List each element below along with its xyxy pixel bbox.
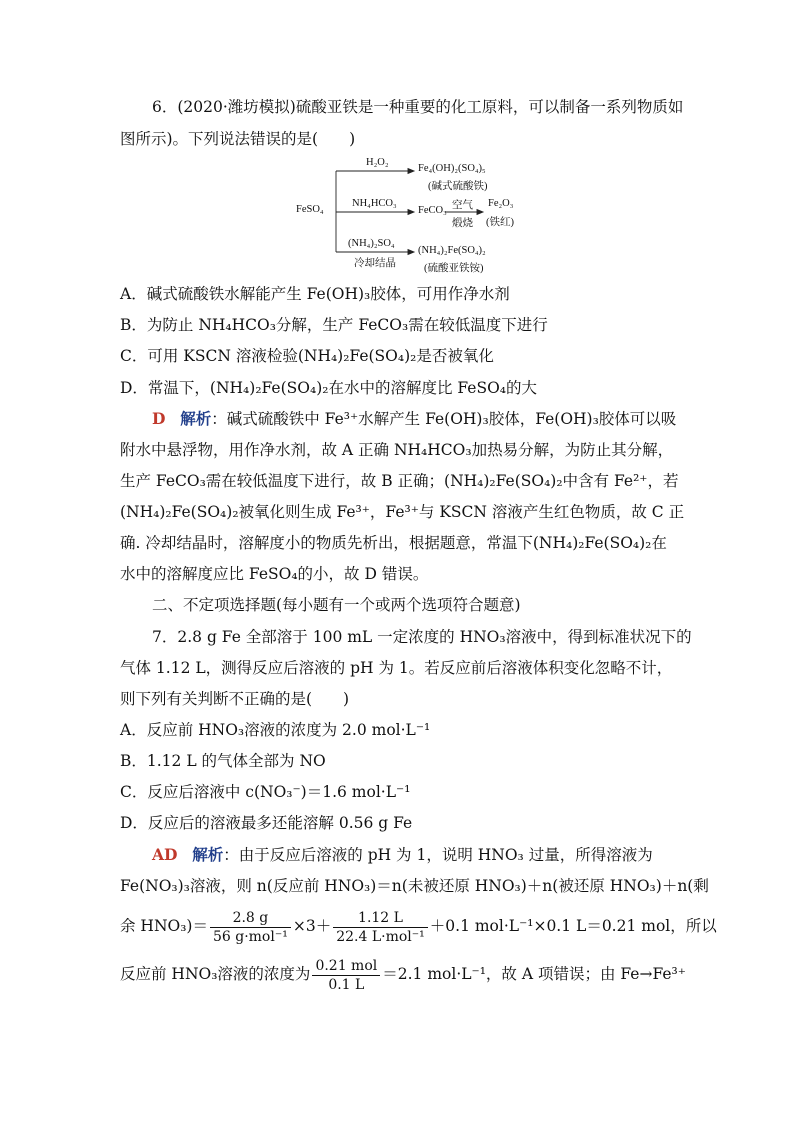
q7-a3-suffix: ＋0.1 mol·L⁻¹×0.1 L＝0.21 mol，所以 <box>429 917 717 935</box>
diagram-basic-ferric-sulfate: Fe₄(OH)₂(SO₄)₅ <box>418 163 486 174</box>
diagram-h2o2-label: H₂O₂ <box>366 157 389 168</box>
fraction-conc-numerator: 0.21 mol <box>312 957 380 976</box>
q7-analysis-label: 解析 <box>192 845 224 864</box>
q6-option-d: D．常温下，(NH₄)₂Fe(SO₄)₂在水中的溶解度比 FeSO₄的大 <box>120 379 538 397</box>
q7-analysis-line3 <box>120 904 717 948</box>
q6-analysis-line3: 生产 FeCO₃需在较低温度下进行，故 B 正确；(NH₄)₂Fe(SO₄)₂中含有 Fe²⁺，若 <box>120 472 679 490</box>
q7-a4-prefix: 反应前 HNO₃溶液的浓度为 <box>120 965 311 983</box>
fraction-fe-numerator: 2.8 g <box>210 909 291 928</box>
q6-analysis-label: 解析 <box>180 409 212 428</box>
fraction-gas-numerator: 1.12 L <box>333 909 428 928</box>
section-heading: 二、不定项选择题(每小题有一个或两个选项符合题意) <box>152 596 521 614</box>
fraction-gas-denominator: 22.4 L·mol⁻¹ <box>336 928 425 945</box>
q6-analysis-line2: 附水中悬浮物，用作净水剂，故 A 正确 NH₄HCO₃加热易分解，为防止其分解， <box>120 441 674 459</box>
q7-option-d: D．反应后的溶液最多还能溶解 0.56 g Fe <box>120 814 413 832</box>
q7-option-a: A．反应前 HNO₃溶液的浓度为 2.0 mol·L⁻¹ <box>120 721 431 739</box>
q6-option-b: B．为防止 NH₄HCO₃分解，生产 FeCO₃需在较低温度下进行 <box>120 316 548 334</box>
diagram-start-feso4: FeSO₄ <box>296 204 324 215</box>
diagram-fe2o3: Fe₂O₃ <box>488 198 514 209</box>
fraction-gas-moles <box>333 909 428 946</box>
q6-analysis-text1: ：碱式硫酸铁中 Fe³⁺水解产生 Fe(OH)₃胶体，Fe(OH)₃胶体可以吸 <box>211 410 677 428</box>
q7-analysis-text1: ：由于反应后溶液的 pH 为 1，说明 HNO₃ 过量，所得溶液为 <box>223 846 653 864</box>
diagram-ammonium-ferrous-sulfate-note: (硫酸亚铁铵) <box>424 263 484 274</box>
q6-option-c: C．可用 KSCN 溶液检验(NH₄)₂Fe(SO₄)₂是否被氧化 <box>120 347 494 365</box>
q7-a3-times3: ×3＋ <box>292 917 332 935</box>
q7-answer: AD <box>152 845 178 864</box>
q7-stem-line3: 则下列有关判断不正确的是( ) <box>120 690 350 708</box>
q7-option-b: B．1.12 L 的气体全部为 NO <box>120 752 326 770</box>
q6-analysis-line1 <box>152 408 676 430</box>
diagram-ammonium-ferrous-sulfate: (NH₄)₂Fe(SO₄)₂ <box>418 245 486 256</box>
q7-stem-line2: 气体 1.12 L，测得反应后溶液的 pH 为 1。若反应前后溶液体积变化忽略不计， <box>120 659 673 677</box>
diagram-basic-ferric-sulfate-note: (碱式硫酸铁) <box>428 181 488 192</box>
q6-analysis-line4: (NH₄)₂Fe(SO₄)₂被氧化则生成 Fe³⁺，Fe³⁺与 KSCN 溶液产生红色物质，故 C 正 <box>120 503 685 521</box>
q6-stem-line2: 图所示)。下列说法错误的是( ) <box>120 130 356 148</box>
fraction-fe-denominator: 56 g·mol⁻¹ <box>212 928 288 945</box>
q7-analysis-line1 <box>152 844 653 866</box>
diagram-nh4-2so4-label: (NH₄)₂SO₄ <box>348 238 395 249</box>
q6-stem-line1: 6．(2020·潍坊模拟)硫酸亚铁是一种重要的化工原料，可以制备一系列物质如 <box>152 98 684 116</box>
fraction-concentration <box>312 957 380 994</box>
fraction-conc-denominator: 0.1 L <box>328 976 365 993</box>
diagram-cool-crystallize-label: 冷却结晶 <box>354 258 396 269</box>
diagram-arrows <box>290 152 530 274</box>
q6-answer: D <box>152 409 166 428</box>
q7-a4-suffix: ＝2.1 mol·L⁻¹，故 A 项错误；由 Fe→Fe³⁺ <box>382 965 686 983</box>
q7-stem-line1: 7．2.8 g Fe 全部溶于 100 mL 一定浓度的 HNO₃溶液中，得到标准状况下的 <box>152 628 692 646</box>
q6-analysis-line6: 水中的溶解度应比 FeSO₄的小，故 D 错误。 <box>120 565 429 583</box>
q7-analysis-line2: Fe(NO₃)₃溶液，则 n(反应前 HNO₃)＝n(未被还原 HNO₃)＋n(被还原 HNO₃)＋n(剩 <box>120 877 709 895</box>
q6-analysis-line5: 确. 冷却结晶时，溶解度小的物质先析出，根据题意，常温下(NH₄)₂Fe(SO₄)₂在 <box>120 534 667 552</box>
fraction-fe-moles <box>210 909 291 946</box>
reaction-diagram <box>290 152 530 274</box>
diagram-calcine-label: 煅烧 <box>452 218 473 229</box>
q7-option-c: C．反应后溶液中 c(NO₃⁻)＝1.6 mol·L⁻¹ <box>120 783 411 801</box>
q7-analysis-line4 <box>120 952 686 996</box>
diagram-feco3: FeCO₃ <box>418 205 447 216</box>
q7-a3-prefix: 余 HNO₃)＝ <box>120 917 208 935</box>
diagram-air-label: 空气 <box>452 200 473 211</box>
diagram-iron-red-note: (铁红) <box>486 217 514 228</box>
q6-option-a: A．碱式硫酸铁水解能产生 Fe(OH)₃胶体，可用作净水剂 <box>120 285 510 303</box>
diagram-nh4hco3-label: NH₄HCO₃ <box>352 198 397 209</box>
